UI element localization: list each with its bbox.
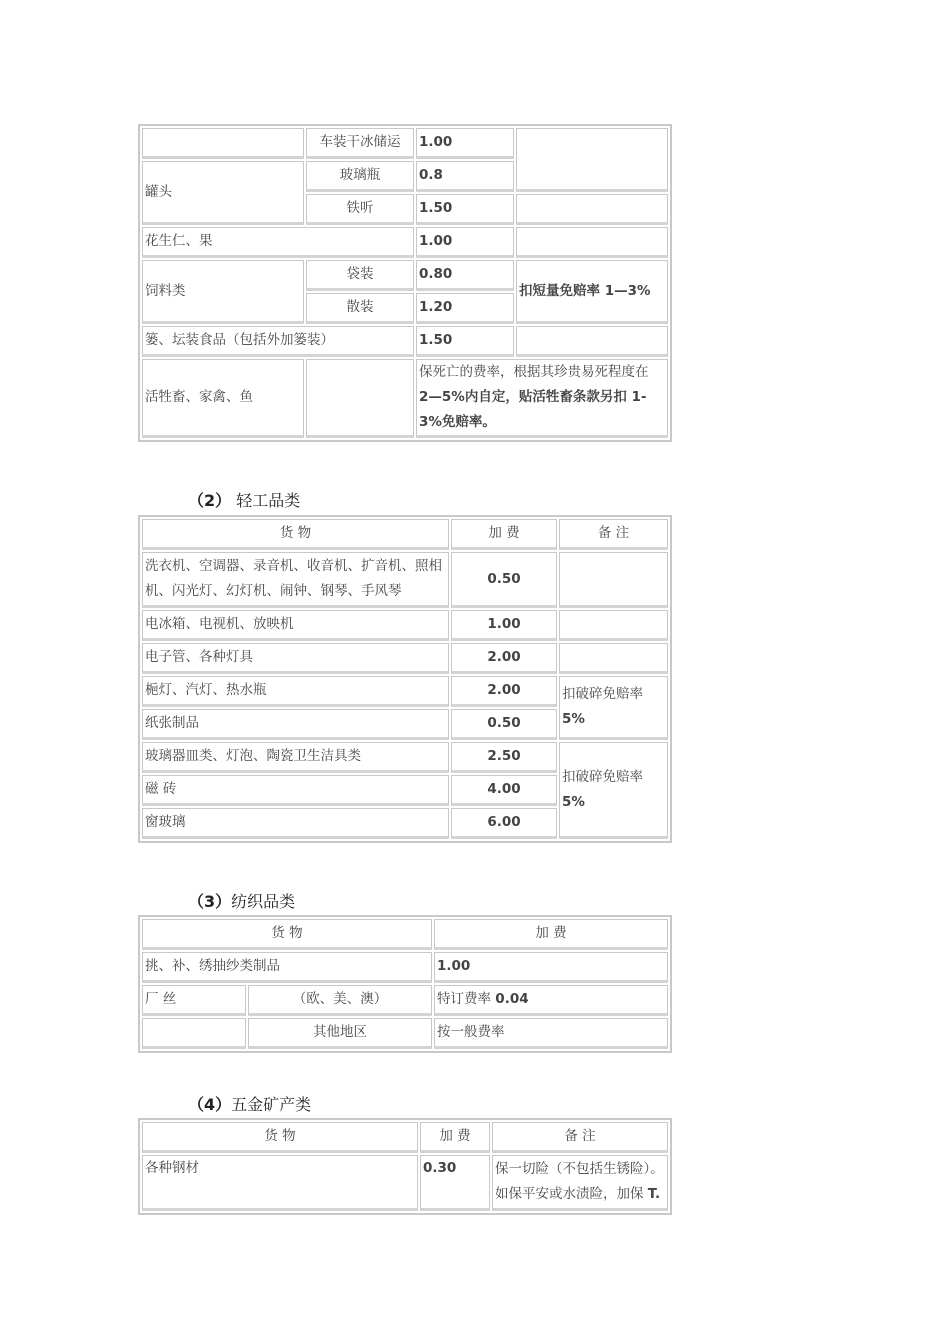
- table-cell: 电冰箱、电视机、放映机: [142, 610, 449, 641]
- table-cell: 电子管、各种灯具: [142, 643, 449, 674]
- table-cell: （欧、美、澳）: [248, 985, 432, 1016]
- table-cell: 罐头: [142, 161, 304, 225]
- table-cell: 6.00: [451, 808, 557, 839]
- table-cell: 1.00: [451, 610, 557, 641]
- table-cell: [516, 227, 668, 258]
- table-cell: 篓、坛装食品（包括外加篓装）: [142, 326, 414, 357]
- table-header: 货 物: [142, 1122, 418, 1153]
- table-cell: 厂 丝: [142, 985, 246, 1016]
- table-cell: [142, 128, 304, 159]
- table-textiles: [138, 915, 672, 1053]
- table-cell: [142, 1018, 246, 1049]
- table-cell: [516, 128, 668, 192]
- table-cell: 1.50: [416, 194, 514, 225]
- section-number: （4）: [188, 1095, 232, 1114]
- table-cell: 1.50: [416, 326, 514, 357]
- section-heading-light-industry: [188, 488, 300, 511]
- table-cell: 散装: [306, 293, 414, 324]
- table-cell: 0.8: [416, 161, 514, 192]
- table-hardware-minerals: [138, 1118, 672, 1215]
- table-cell: 其他地区: [248, 1018, 432, 1049]
- section-number: （3）: [188, 892, 232, 911]
- table-cell: 1.00: [416, 128, 514, 159]
- section-heading-textiles: [188, 889, 295, 912]
- table-cell: 0.80: [416, 260, 514, 291]
- table-cell: [416, 359, 668, 438]
- item-line: 洗衣机、空调器、录音机、收音机、扩音机、照相: [145, 558, 442, 574]
- table-cell: 各种钢材: [142, 1155, 418, 1211]
- table-cell: 0.50: [451, 552, 557, 608]
- table-cell: [559, 643, 668, 674]
- note-line: 如保平安或水渍险，加保: [495, 1186, 648, 1202]
- table-cell: 铁听: [306, 194, 414, 225]
- section-number: （2）: [188, 491, 232, 510]
- table-cell: 2.50: [451, 742, 557, 773]
- table-cell: 玻璃器皿类、灯泡、陶瓷卫生洁具类: [142, 742, 449, 773]
- table-cell: [559, 742, 668, 839]
- table-cell: 玻璃瓶: [306, 161, 414, 192]
- table-food: [138, 124, 672, 442]
- table-cell: 活牲畜、家禽、鱼: [142, 359, 304, 438]
- table-cell: [306, 359, 414, 438]
- table-cell: 袋装: [306, 260, 414, 291]
- table-cell: 花生仁、果: [142, 227, 414, 258]
- section-title: 纺织品类: [231, 892, 296, 911]
- table-cell: 扣短量免赔率 1—3%: [516, 260, 668, 324]
- note-line: 保一切险（不包括生锈险）。: [495, 1161, 664, 1177]
- table-cell: [516, 326, 668, 357]
- table-cell: 车装干冰储运: [306, 128, 414, 159]
- table-cell: [559, 610, 668, 641]
- table-header: 加 费: [451, 519, 557, 550]
- table-cell: 挑、补、绣抽纱类制品: [142, 952, 432, 983]
- table-header: 加 费: [420, 1122, 490, 1153]
- note-line: 保死亡的费率，根据其珍贵易死程度在: [419, 364, 649, 380]
- table-cell: [559, 676, 668, 740]
- table-cell: 0.30: [420, 1155, 490, 1211]
- table-cell: 窗玻璃: [142, 808, 449, 839]
- table-header: 加 费: [434, 919, 668, 950]
- table-header: 备 注: [492, 1122, 668, 1153]
- table-header: 备 注: [559, 519, 668, 550]
- note-line: 2—5%内自定，贴活牲畜条款另扣 1-: [419, 389, 647, 405]
- table-cell: 纸张制品: [142, 709, 449, 740]
- table-cell: [142, 552, 449, 608]
- table-cell: 2.00: [451, 643, 557, 674]
- note-line: 扣破碎免赔率: [562, 686, 643, 702]
- section-title: 五金矿产类: [231, 1095, 312, 1114]
- fee-label: 特订费率: [437, 991, 496, 1007]
- table-cell: 1.00: [416, 227, 514, 258]
- table-cell: 4.00: [451, 775, 557, 806]
- section-heading-hardware-minerals: [188, 1092, 311, 1115]
- note-line: 5%: [562, 711, 585, 727]
- table-cell: 0.50: [451, 709, 557, 740]
- table-cell: [492, 1155, 668, 1211]
- fee-value: 0.04: [495, 991, 529, 1007]
- table-light-industry: [138, 515, 672, 843]
- table-cell: 梔灯、汽灯、热水瓶: [142, 676, 449, 707]
- table-cell: 1.20: [416, 293, 514, 324]
- table-cell: 按一般费率: [434, 1018, 668, 1049]
- note-line: 5%: [562, 793, 585, 810]
- table-header: 货 物: [142, 519, 449, 550]
- table-cell: [434, 985, 668, 1016]
- note-line: 扣破碎免赔率: [562, 768, 643, 785]
- table-cell: 2.00: [451, 676, 557, 707]
- item-line: 机、闪光灯、幻灯机、闹钟、钢琴、手风琴: [145, 583, 402, 599]
- table-cell: 饲料类: [142, 260, 304, 324]
- table-header: 货 物: [142, 919, 432, 950]
- table-cell: [559, 552, 668, 608]
- note-line: 3%免赔率。: [419, 414, 496, 430]
- note-line: T.: [647, 1186, 661, 1202]
- table-cell: [516, 194, 668, 225]
- table-cell: 磁 砖: [142, 775, 449, 806]
- section-title: 轻工品类: [231, 491, 301, 510]
- table-cell: 1.00: [434, 952, 668, 983]
